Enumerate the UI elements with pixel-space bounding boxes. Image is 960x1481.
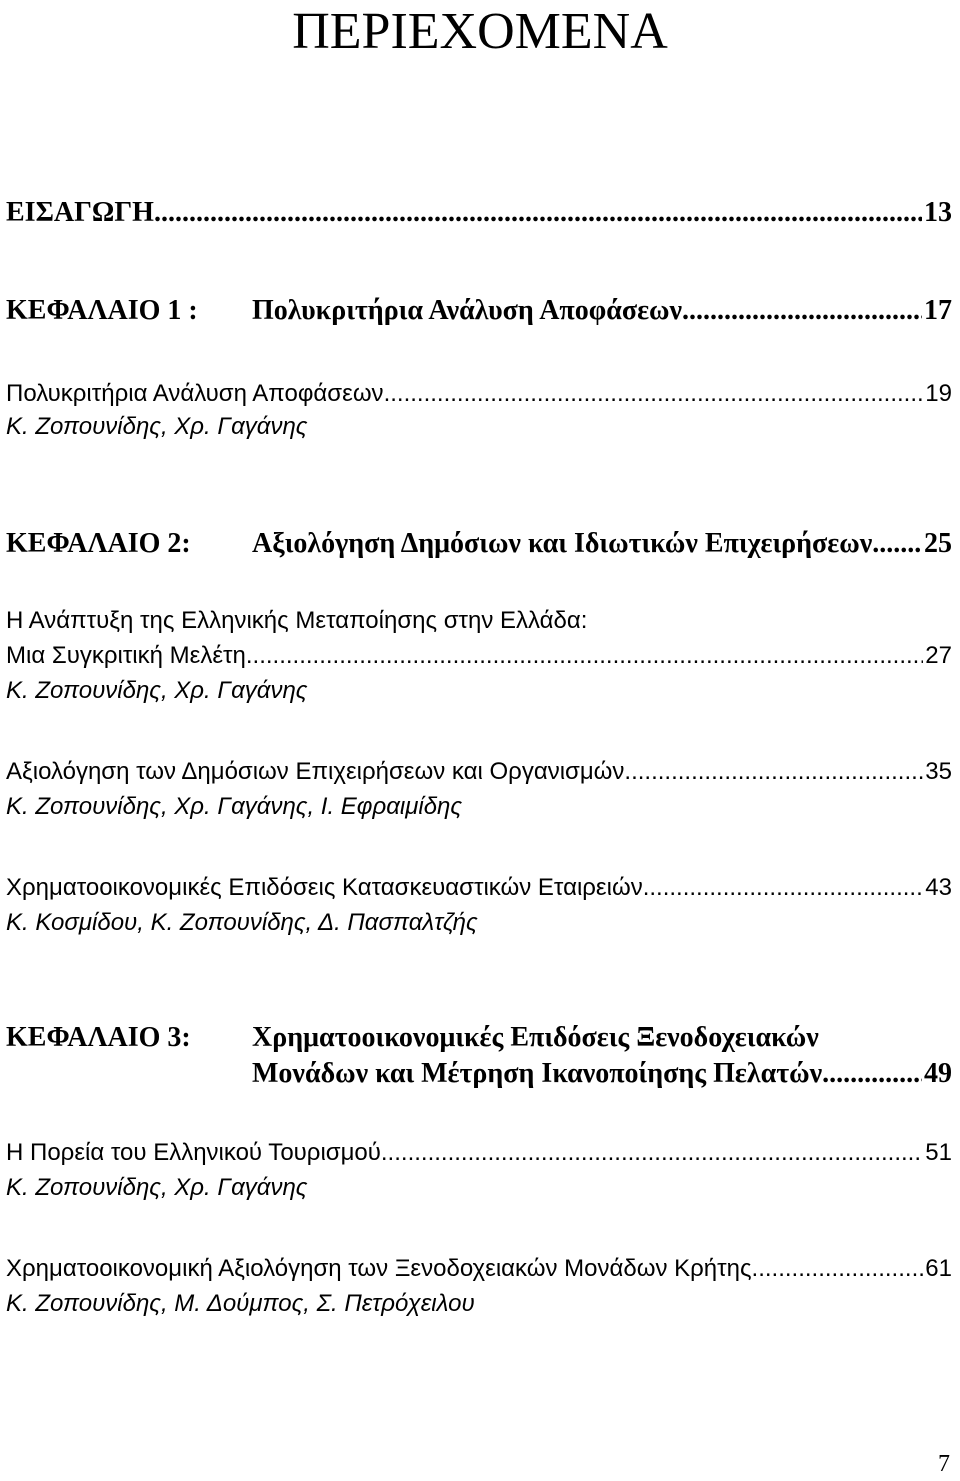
toc-page-number: 43 bbox=[925, 874, 952, 901]
toc-page-number: 27 bbox=[925, 642, 952, 669]
article-title: Αξιολόγηση των Δημόσιων Επιχειρήσεων και Οργανισμών bbox=[6, 758, 625, 785]
chapter-3-title-line-2: Μονάδων και Μέτρηση Ικανοποίησης Πελατών bbox=[252, 1058, 823, 1089]
toc-entry-article-5[interactable] bbox=[6, 1138, 952, 1168]
chapter-1-label: ΚΕΦΑΛΑΙΟ 1 : bbox=[6, 295, 198, 326]
article-title-line-1: Η Ανάπτυξη της Ελληνικής Μεταποίησης στην Ελλάδα: bbox=[6, 607, 588, 634]
article-title: Χρηματοοικονομικές Επιδόσεις Κατασκευαστικών Εταιρειών bbox=[6, 874, 643, 901]
article-title: Χρηματοοικονομική Αξιολόγηση των Ξενοδοχειακών Μονάδων Κρήτης bbox=[6, 1255, 752, 1282]
toc-leader-dots bbox=[624, 757, 923, 787]
toc-entry-article-4[interactable] bbox=[6, 873, 952, 903]
chapter-2-title: Αξιολόγηση Δημόσιων και Ιδιωτικών Επιχειρήσεων bbox=[252, 528, 873, 559]
toc-page-number: 61 bbox=[925, 1255, 952, 1282]
article-authors: Κ. Ζοπουνίδης, Χρ. Γαγάνης bbox=[6, 1174, 308, 1201]
toc-leader-dots bbox=[682, 294, 922, 328]
toc-entry-article-2[interactable] bbox=[6, 641, 952, 671]
toc-entry-article-3[interactable] bbox=[6, 757, 952, 787]
chapter-2-label: ΚΕΦΑΛΑΙΟ 2: bbox=[6, 528, 191, 559]
article-title: Μια Συγκριτική Μελέτη bbox=[6, 642, 246, 669]
chapter-3-label: ΚΕΦΑΛΑΙΟ 3: bbox=[6, 1022, 191, 1053]
toc-leader-dots bbox=[643, 873, 924, 903]
toc-leader-dots bbox=[384, 379, 924, 409]
toc-entry-article-6[interactable] bbox=[6, 1254, 952, 1284]
page-number: 7 bbox=[938, 1451, 950, 1477]
chapter-1-title: Πολυκριτήρια Ανάλυση Αποφάσεων bbox=[252, 295, 683, 326]
toc-leader-dots bbox=[752, 1254, 924, 1284]
toc-entry-chapter-2[interactable] bbox=[252, 527, 952, 561]
toc-page-number: 49 bbox=[924, 1058, 952, 1089]
toc-entry-chapter-1[interactable] bbox=[252, 294, 952, 328]
toc-entry-chapter-3[interactable] bbox=[252, 1057, 952, 1091]
article-authors: Κ. Ζοπουνίδης, Χρ. Γαγάνης, Ι. Εφραιμίδης bbox=[6, 793, 463, 820]
toc-page-number: 19 bbox=[925, 380, 952, 407]
toc-leader-dots bbox=[154, 196, 922, 230]
article-title: Η Πορεία του Ελληνικού Τουρισμού bbox=[6, 1139, 381, 1166]
article-authors: Κ. Ζοπουνίδης, Χρ. Γαγάνης bbox=[6, 413, 308, 440]
toc-page-number: 13 bbox=[924, 197, 952, 228]
toc-page-number: 51 bbox=[925, 1139, 952, 1166]
toc-entry-introduction[interactable] bbox=[6, 196, 952, 230]
article-authors: Κ. Ζοπουνίδης, Μ. Δούμπος, Σ. Πετρόχειλου bbox=[6, 1290, 475, 1317]
article-authors: Κ. Ζοπουνίδης, Χρ. Γαγάνης bbox=[6, 677, 308, 704]
chapter-3-title-line-1: Χρηματοοικονομικές Επιδόσεις Ξενοδοχειακών bbox=[252, 1022, 819, 1053]
toc-page-number: 35 bbox=[925, 758, 952, 785]
toc-leader-dots bbox=[822, 1057, 922, 1091]
page-title: ΠΕΡΙΕΧΟΜΕΝΑ bbox=[292, 3, 668, 60]
toc-entry-label: ΕΙΣΑΓΩΓΗ bbox=[6, 197, 154, 228]
toc-leader-dots bbox=[246, 641, 923, 671]
toc-page-number: 17 bbox=[924, 295, 952, 326]
toc-page-number: 25 bbox=[924, 528, 952, 559]
article-title: Πολυκριτήρια Ανάλυση Αποφάσεων bbox=[6, 380, 384, 407]
article-authors: Κ. Κοσμίδου, Κ. Ζοπουνίδης, Δ. Πασπαλτζής bbox=[6, 909, 478, 936]
toc-entry-article-1[interactable] bbox=[6, 379, 952, 409]
toc-leader-dots bbox=[872, 527, 922, 561]
toc-leader-dots bbox=[381, 1138, 923, 1168]
